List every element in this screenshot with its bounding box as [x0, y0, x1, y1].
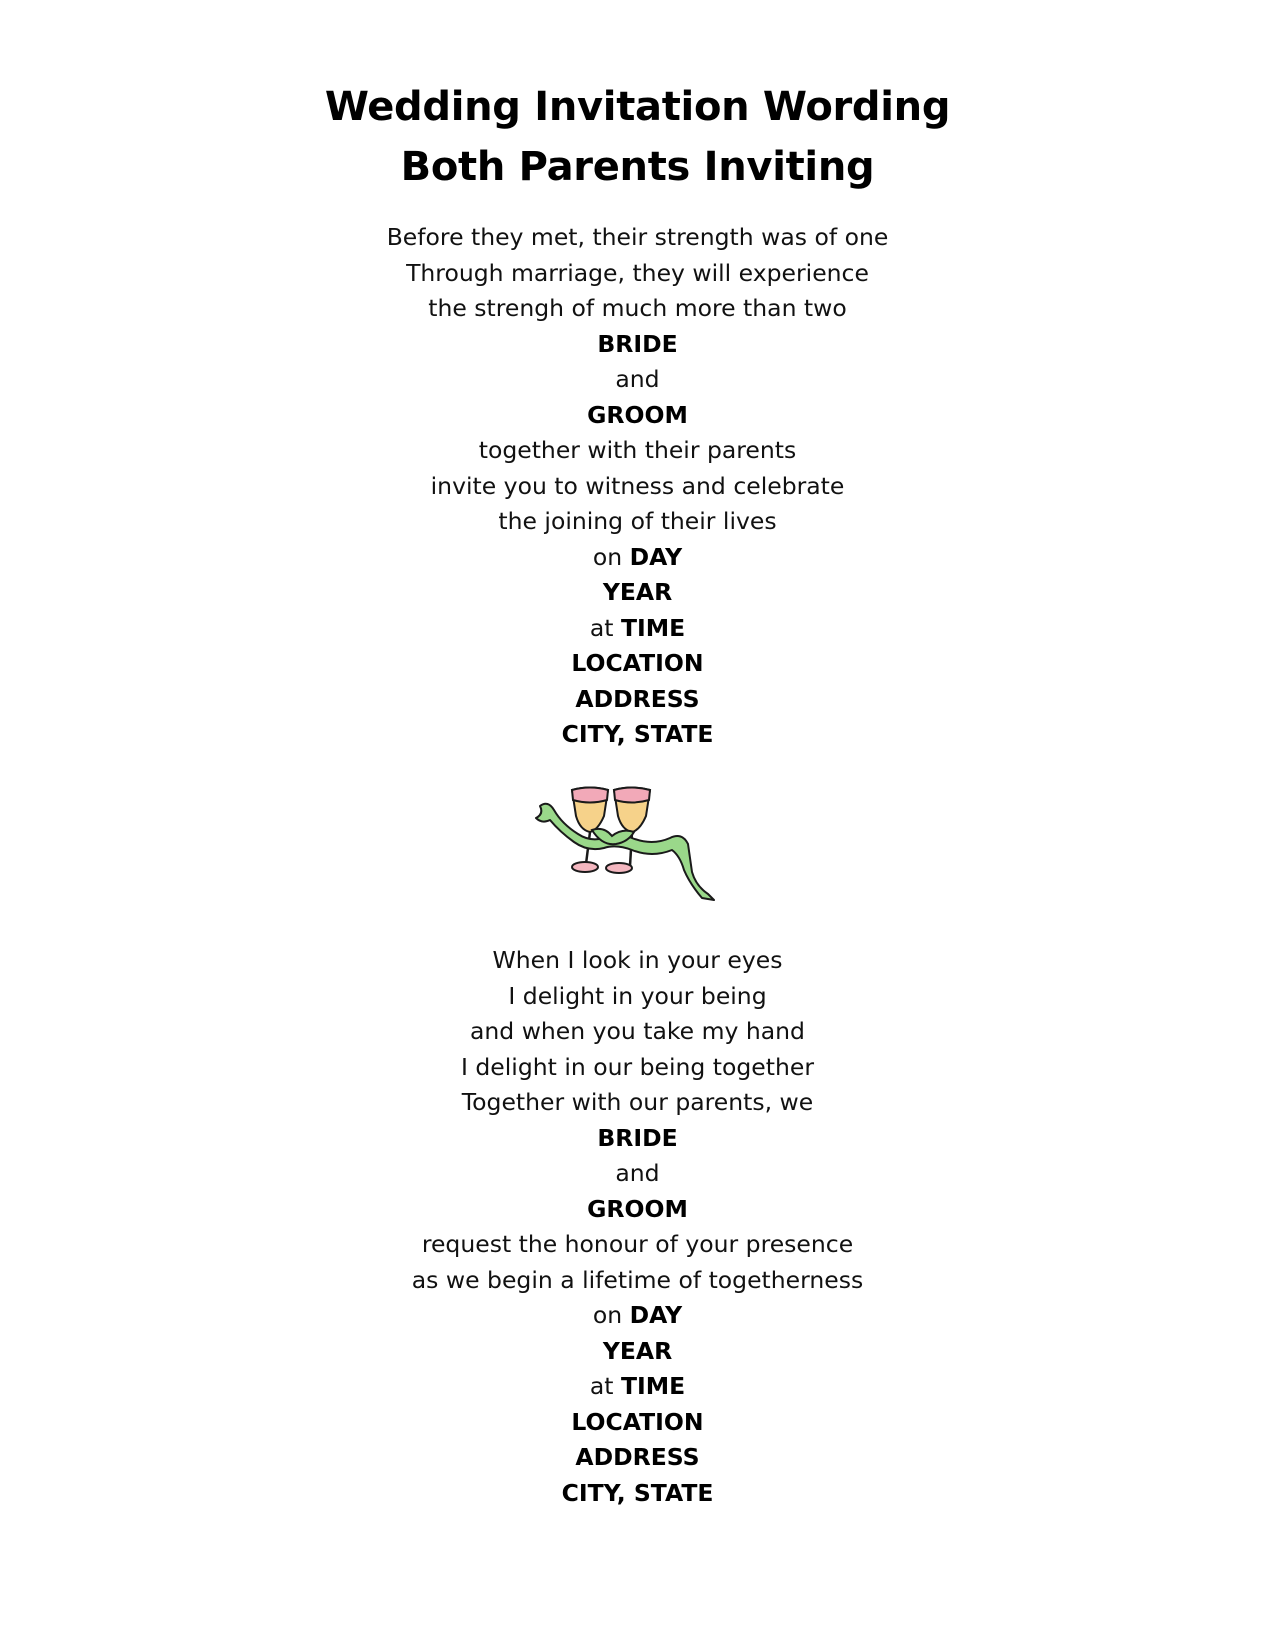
- city-state-placeholder: CITY, STATE: [561, 1478, 714, 1507]
- verse-line: Together with our parents, we: [461, 1088, 814, 1116]
- year-placeholder: YEAR: [602, 1336, 673, 1365]
- address-placeholder: ADDRESS: [575, 1443, 700, 1471]
- verse-line: request the honour of your presence: [421, 1230, 854, 1258]
- location-placeholder: LOCATION: [571, 649, 704, 677]
- verse-line: When I look in your eyes: [492, 946, 783, 974]
- verse-line: I delight in our being together: [460, 1052, 814, 1081]
- day-line: on DAY: [592, 1301, 683, 1329]
- toasting-wine-glasses-with-ribbon-icon: [532, 780, 732, 905]
- verse-line: as we begin a lifetime of togetherness: [411, 1265, 864, 1294]
- invitation-wording-1: [0, 220, 1275, 753]
- verse-line: Before they met, their strength was of one: [386, 223, 889, 251]
- day-line: on DAY: [592, 542, 683, 571]
- and-line: and: [615, 365, 660, 393]
- verse-line: the strengh of much more than two: [428, 294, 847, 322]
- verse-line: invite you to witness and celebrate: [430, 471, 845, 500]
- verse-line: and when you take my hand: [470, 1017, 805, 1045]
- and-line: and: [615, 1159, 660, 1187]
- address-placeholder: ADDRESS: [575, 684, 700, 713]
- verse-line: the joining of their lives: [498, 507, 777, 535]
- city-state-placeholder: CITY, STATE: [561, 720, 714, 748]
- location-placeholder: LOCATION: [571, 1407, 704, 1436]
- bride-placeholder: BRIDE: [597, 329, 678, 358]
- document-title: Wedding Invitation Wording: [324, 84, 951, 130]
- time-line: at TIME: [589, 1372, 686, 1400]
- verse-line: together with their parents: [478, 436, 797, 464]
- document-subtitle: Both Parents Inviting: [400, 144, 875, 190]
- year-placeholder: YEAR: [602, 578, 673, 606]
- invitation-wording-2: [0, 943, 1275, 1511]
- time-line: at TIME: [589, 613, 686, 642]
- groom-placeholder: GROOM: [587, 1194, 688, 1223]
- verse-line: I delight in your being: [508, 981, 767, 1010]
- bride-placeholder: BRIDE: [597, 1123, 678, 1152]
- verse-line: Through marriage, they will experience: [406, 258, 869, 287]
- groom-placeholder: GROOM: [587, 400, 688, 429]
